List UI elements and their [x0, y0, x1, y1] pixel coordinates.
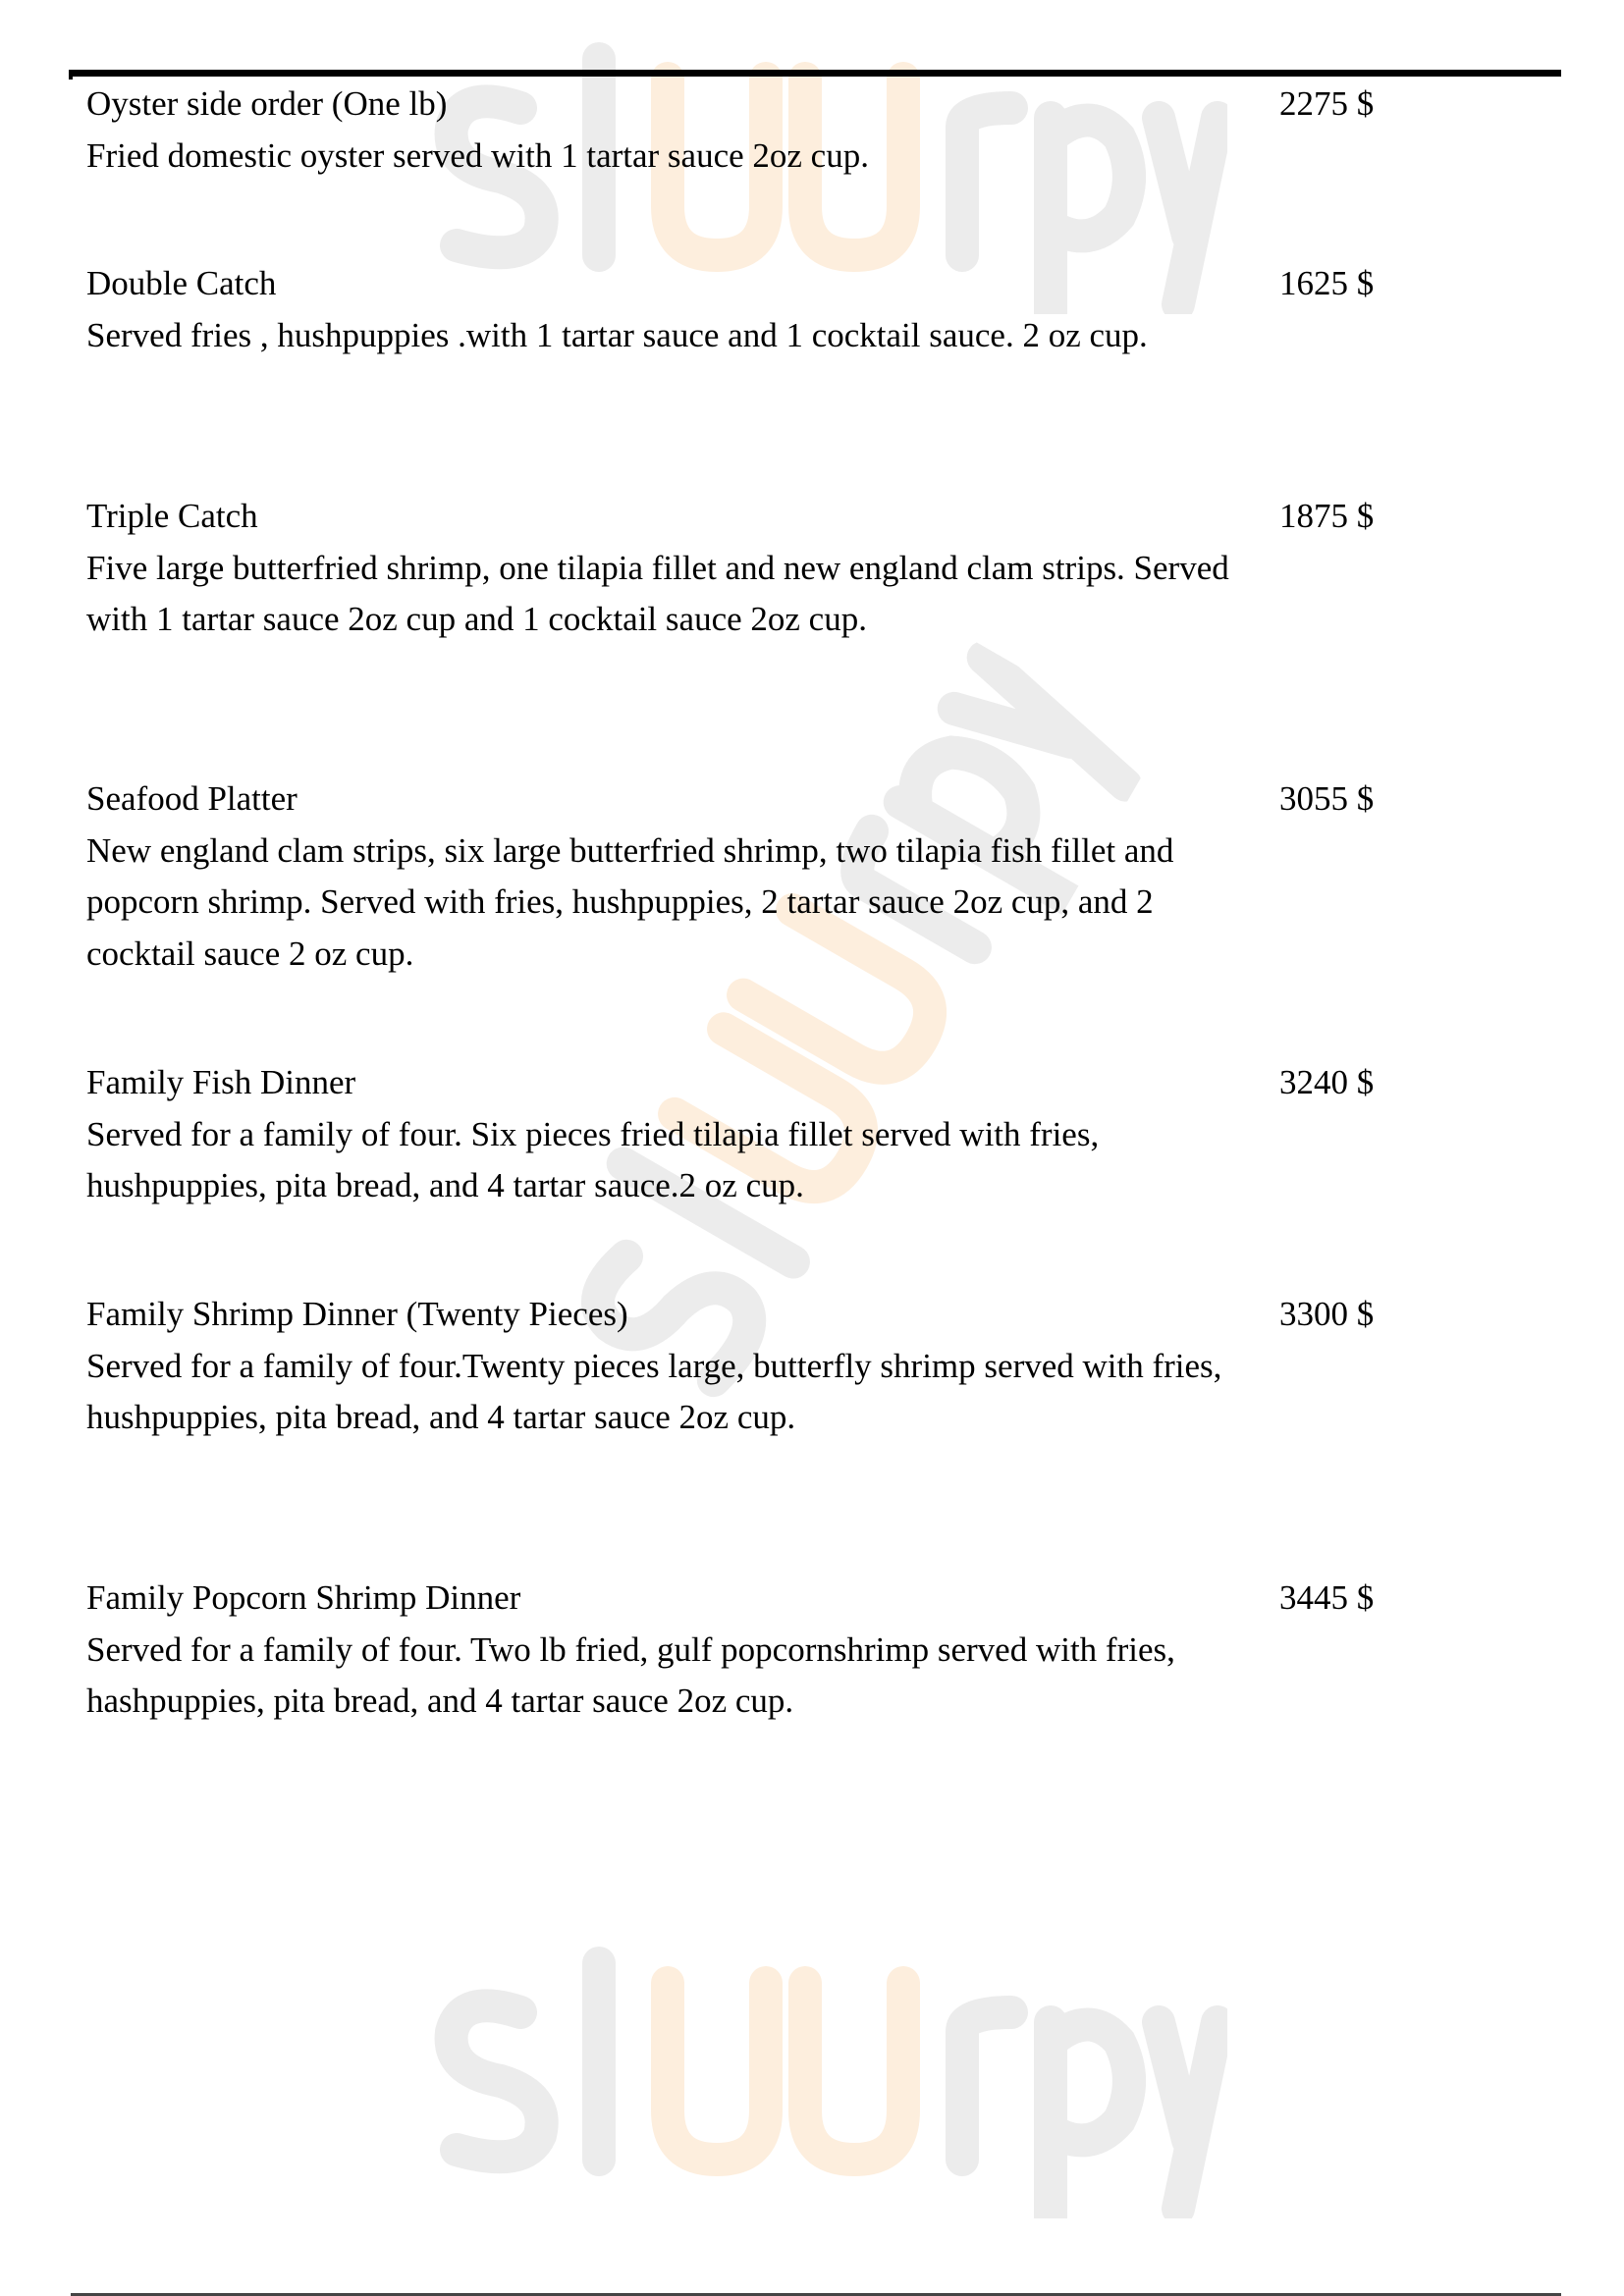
item-price: 3055 $ — [1279, 779, 1375, 818]
item-description: Served for a family of four.Twenty pieces large, butterfly shrimp served with fries, hushpuppies, pita bread, and 4 tartar sauce 2oz cup. — [86, 1346, 1222, 1436]
item-text — [86, 258, 1245, 361]
top-divider — [69, 70, 1561, 77]
item-description: Served for a family of four. Six pieces fried tilapia fillet served with fries, hushpuppies, pita bread, and 4 tartar sauce.2 oz cup. — [86, 1114, 1100, 1204]
item-text — [86, 1289, 1245, 1444]
item-name: Family Fish Dinner — [86, 1063, 356, 1101]
item-description: New england clam strips, six large butterfried shrimp, two tilapia fish fillet and popcorn shrimp. Served with fries, hushpuppies, 2 tartar sauce 2oz cup, and 2 cocktail sauce 2 oz cup. — [86, 830, 1174, 973]
menu-item — [86, 1057, 1559, 1212]
menu-item — [86, 491, 1559, 646]
item-name: Oyster side order (One lb) — [86, 84, 448, 123]
item-price: 1625 $ — [1279, 264, 1375, 302]
item-price: 3445 $ — [1279, 1578, 1375, 1617]
item-price: 2275 $ — [1279, 84, 1375, 123]
top-divider-tick — [69, 77, 73, 80]
item-text — [86, 774, 1245, 980]
item-price: 1875 $ — [1279, 497, 1375, 535]
item-name: Family Popcorn Shrimp Dinner — [86, 1578, 521, 1617]
menu-item — [86, 258, 1559, 361]
menu-item — [86, 774, 1559, 980]
item-price: 3300 $ — [1279, 1295, 1375, 1333]
item-price: 3240 $ — [1279, 1063, 1375, 1101]
item-description: Five large butterfried shrimp, one tilapia fillet and new england clam strips. Served with 1 tartar sauce 2oz cup and 1 cocktail sauce 2oz cup. — [86, 548, 1229, 638]
watermark-logo-bottom — [403, 1924, 1227, 2218]
menu-item — [86, 79, 1559, 182]
item-description: Served fries , hushpuppies .with 1 tartar sauce and 1 cocktail sauce. 2 oz cup. — [86, 315, 1148, 354]
item-text — [86, 79, 1245, 182]
menu-item — [86, 1573, 1559, 1728]
item-name: Seafood Platter — [86, 779, 298, 818]
item-description: Fried domestic oyster served with 1 tartar sauce 2oz cup. — [86, 135, 869, 175]
item-text — [86, 491, 1245, 646]
item-name: Double Catch — [86, 264, 277, 302]
item-name: Triple Catch — [86, 497, 258, 535]
item-text — [86, 1057, 1245, 1212]
menu-item — [86, 1289, 1559, 1444]
item-description: Served for a family of four. Two lb fried, gulf popcornshrimp served with fries, hashpuppies, pita bread, and 4 tartar sauce 2oz cup. — [86, 1629, 1175, 1720]
item-name: Family Shrimp Dinner (Twenty Pieces) — [86, 1295, 628, 1333]
item-text — [86, 1573, 1245, 1728]
